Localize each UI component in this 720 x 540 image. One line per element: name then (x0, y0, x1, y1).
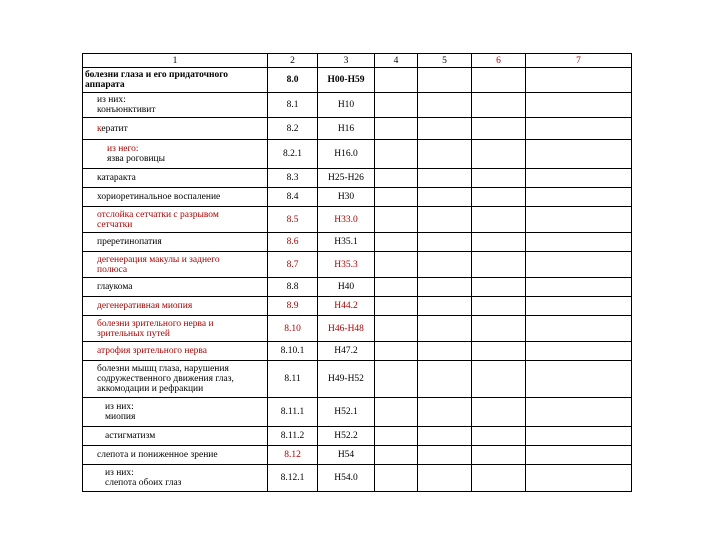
empty-cell (526, 465, 632, 492)
empty-cell (418, 233, 472, 252)
row-icd: H35.1 (318, 233, 375, 252)
row-name-line: болезни мышц глаза, нарушения (97, 364, 229, 374)
row-name-line: полюса (97, 264, 128, 275)
row-icd: H46-H48 (318, 316, 375, 342)
row-name (83, 316, 268, 342)
table-row (83, 297, 632, 316)
row-icd: H33.0 (318, 207, 375, 233)
table-row (83, 465, 632, 492)
row-icd: H10 (318, 93, 375, 118)
row-code: 8.2 (268, 118, 318, 140)
empty-cell (526, 93, 632, 118)
empty-cell (526, 169, 632, 188)
empty-cell (472, 465, 526, 492)
empty-cell (526, 118, 632, 140)
empty-cell (418, 297, 472, 316)
row-icd: H47.2 (318, 342, 375, 361)
row-name (83, 68, 268, 93)
row-name: преретинопатия (83, 233, 268, 252)
empty-cell (526, 140, 632, 169)
row-name: катаракта (83, 169, 268, 188)
empty-cell (418, 465, 472, 492)
empty-cell (472, 140, 526, 169)
empty-cell (375, 140, 418, 169)
row-code: 8.8 (268, 278, 318, 297)
empty-cell (526, 188, 632, 207)
table-row (83, 233, 632, 252)
row-name-line: язва роговицы (107, 154, 166, 164)
empty-cell (472, 316, 526, 342)
row-icd: H52.1 (318, 398, 375, 427)
empty-cell (472, 233, 526, 252)
empty-cell (472, 169, 526, 188)
row-code: 8.6 (268, 233, 318, 252)
row-code: 8.10.1 (268, 342, 318, 361)
empty-cell (472, 278, 526, 297)
row-icd: H44.2 (318, 297, 375, 316)
row-name-line: сетчатки (97, 219, 133, 230)
row-name (83, 93, 268, 118)
empty-cell (526, 252, 632, 278)
empty-cell (418, 316, 472, 342)
table-row (83, 207, 632, 233)
row-name-line: содружественного движения глаз, (97, 374, 234, 384)
empty-cell (526, 427, 632, 446)
row-name-line: из них: (105, 468, 134, 478)
table-row (83, 278, 632, 297)
empty-cell (526, 316, 632, 342)
empty-cell (375, 446, 418, 465)
empty-cell (375, 316, 418, 342)
table-row (83, 316, 632, 342)
row-name: хориоретинальное воспаление (83, 188, 268, 207)
row-icd: H30 (318, 188, 375, 207)
table-row (83, 169, 632, 188)
row-icd: H35.3 (318, 252, 375, 278)
empty-cell (526, 342, 632, 361)
row-code: 8.9 (268, 297, 318, 316)
row-code: 8.4 (268, 188, 318, 207)
row-name-line: болезни зрительного нерва и (97, 318, 214, 329)
empty-cell (418, 188, 472, 207)
header-col-6: 6 (472, 54, 526, 68)
header-col-7: 7 (526, 54, 632, 68)
header-col-3: 3 (318, 54, 375, 68)
empty-cell (375, 188, 418, 207)
empty-cell (418, 207, 472, 233)
empty-cell (472, 68, 526, 93)
empty-cell (375, 252, 418, 278)
row-name-line: аккомодации и рефракции (97, 384, 204, 394)
header-row (83, 54, 632, 68)
header-col-5: 5 (418, 54, 472, 68)
row-name (83, 140, 268, 169)
table-row (83, 446, 632, 465)
row-icd: H49-H52 (318, 361, 375, 398)
header-col-4: 4 (375, 54, 418, 68)
row-code: 8.1 (268, 93, 318, 118)
row-name: глаукома (83, 278, 268, 297)
row-name (83, 465, 268, 492)
row-name-line: слепота обоих глаз (105, 478, 182, 488)
row-name (83, 361, 268, 398)
empty-cell (418, 93, 472, 118)
row-icd: H00-H59 (318, 68, 375, 93)
row-icd: H25-H26 (318, 169, 375, 188)
row-icd: H54.0 (318, 465, 375, 492)
row-name-line: болезни глаза и его придаточного (85, 70, 229, 80)
table-row (83, 188, 632, 207)
empty-cell (375, 297, 418, 316)
row-name-line: дегенерация макулы и заднего (97, 254, 220, 265)
empty-cell (375, 68, 418, 93)
empty-cell (375, 278, 418, 297)
empty-cell (418, 278, 472, 297)
empty-cell (472, 207, 526, 233)
row-name-line: из них: (105, 402, 134, 412)
row-icd: H16 (318, 118, 375, 140)
table-row (83, 342, 632, 361)
empty-cell (526, 207, 632, 233)
empty-cell (472, 93, 526, 118)
row-code: 8.11.2 (268, 427, 318, 446)
table-row (83, 140, 632, 169)
header-col-2: 2 (268, 54, 318, 68)
empty-cell (418, 140, 472, 169)
table-row (83, 252, 632, 278)
table-row (83, 93, 632, 118)
row-name-line: отслойка сетчатки с разрывом (97, 209, 219, 220)
statistics-table (82, 53, 632, 492)
row-name: дегенеративная миопия (83, 297, 268, 316)
empty-cell (375, 169, 418, 188)
empty-cell (418, 342, 472, 361)
row-code: 8.5 (268, 207, 318, 233)
row-name: слепота и пониженное зрение (83, 446, 268, 465)
empty-cell (526, 68, 632, 93)
row-name-line: конъюнктивит (97, 105, 156, 115)
row-name-first-letter: к (97, 123, 102, 134)
empty-cell (526, 297, 632, 316)
row-code: 8.2.1 (268, 140, 318, 169)
row-name (83, 118, 268, 140)
row-icd: H54 (318, 446, 375, 465)
empty-cell (375, 93, 418, 118)
empty-cell (472, 427, 526, 446)
empty-cell (472, 188, 526, 207)
empty-cell (418, 252, 472, 278)
empty-cell (526, 398, 632, 427)
empty-cell (375, 118, 418, 140)
empty-cell (375, 465, 418, 492)
row-code: 8.3 (268, 169, 318, 188)
row-code: 8.10 (268, 316, 318, 342)
empty-cell (418, 427, 472, 446)
empty-cell (472, 446, 526, 465)
row-code: 8.11.1 (268, 398, 318, 427)
table-row (83, 361, 632, 398)
row-name (83, 207, 268, 233)
empty-cell (375, 398, 418, 427)
table-row (83, 398, 632, 427)
row-code: 8.7 (268, 252, 318, 278)
empty-cell (472, 398, 526, 427)
empty-cell (375, 342, 418, 361)
table-row (83, 68, 632, 93)
row-name-line: из него: (107, 144, 139, 154)
table-row (83, 427, 632, 446)
header-col-1: 1 (83, 54, 268, 68)
empty-cell (375, 207, 418, 233)
empty-cell (375, 233, 418, 252)
empty-cell (526, 233, 632, 252)
table-row (83, 118, 632, 140)
row-code: 8.0 (268, 68, 318, 93)
row-icd: H52.2 (318, 427, 375, 446)
row-name-line: из них: (97, 95, 126, 105)
empty-cell (418, 361, 472, 398)
empty-cell (472, 361, 526, 398)
empty-cell (526, 278, 632, 297)
empty-cell (418, 398, 472, 427)
row-name-line: аппарата (85, 80, 125, 90)
row-code: 8.11 (268, 361, 318, 398)
row-name-rest: ератит (101, 123, 128, 134)
row-code: 8.12.1 (268, 465, 318, 492)
empty-cell (418, 68, 472, 93)
empty-cell (526, 446, 632, 465)
row-icd: H40 (318, 278, 375, 297)
empty-cell (472, 118, 526, 140)
empty-cell (418, 446, 472, 465)
row-name: атрофия зрительного нерва (83, 342, 268, 361)
empty-cell (526, 361, 632, 398)
row-name (83, 252, 268, 278)
row-name-line: миопия (105, 412, 136, 422)
empty-cell (418, 118, 472, 140)
row-name: астигматизм (83, 427, 268, 446)
empty-cell (472, 297, 526, 316)
row-name-line: зрительных путей (97, 328, 170, 339)
row-icd: H16.0 (318, 140, 375, 169)
empty-cell (418, 169, 472, 188)
empty-cell (375, 427, 418, 446)
empty-cell (472, 252, 526, 278)
row-code: 8.12 (268, 446, 318, 465)
empty-cell (472, 342, 526, 361)
empty-cell (375, 361, 418, 398)
row-name (83, 398, 268, 427)
